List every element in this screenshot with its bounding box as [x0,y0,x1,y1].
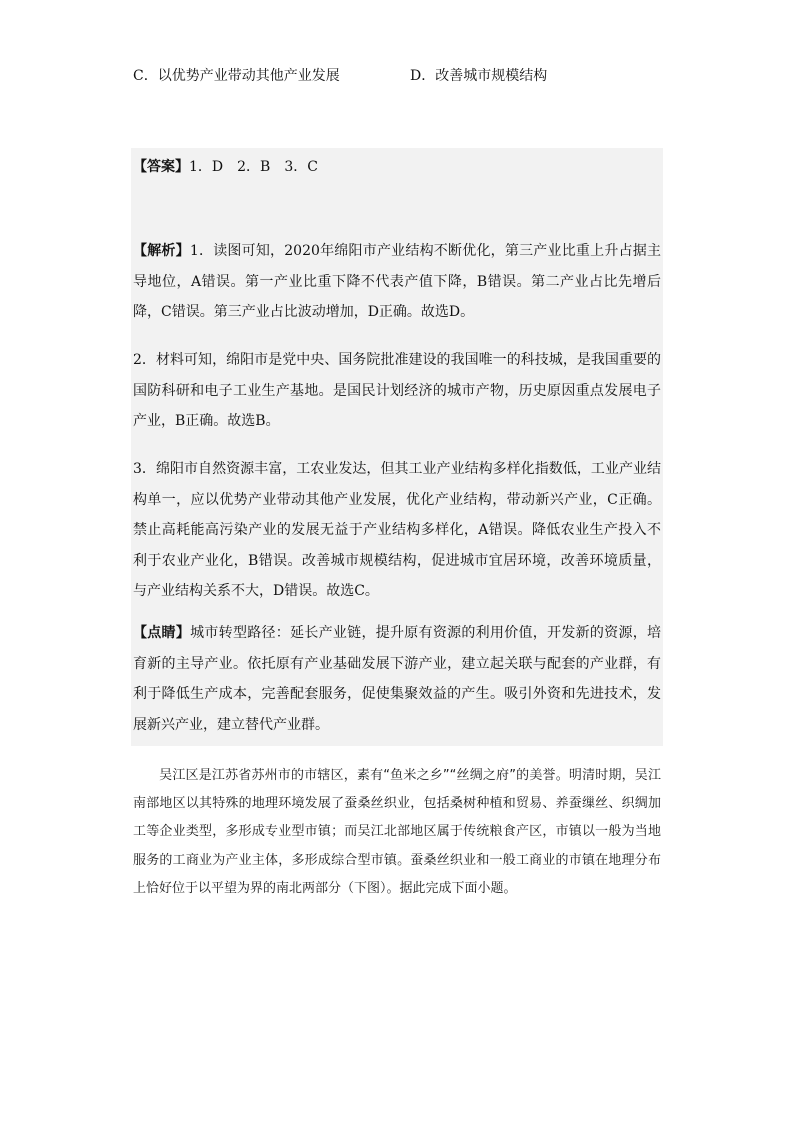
answer-tag: 【答案】 [133,159,189,175]
question-text: 吴江区是江苏省苏州市的市辖区，素有“鱼米之乡”“丝绸之府”的美誉。明清时期，吴江南部地区以其特殊的地理环境发展了蚕桑丝织业，包括桑树种植和贸易、养蚕缫丝、织绸加工等企业类型，多形成专业型市镇；而吴江北部地区属于传统粮食产区，市镇以一般为当地服务的工商业为产业主体，多形成综合型市镇。蚕桑丝织业和一般工商业的市镇在地理分布上恰好位于以平望为界的南北两部分（下图）。据此完成下面小题。 [133,768,661,896]
comment-text: 城市转型路径：延长产业链，提升原有资源的利用价值，开发新的资源，培育新的主导产业。依托原有产业基础发展下游产业，建立起关联与配套的产业群，有利于降低生产成本，完善配套服务，促使集聚效益的产生。吸引外资和先进技术，发展新兴产业，建立替代产业群。 [133,625,662,733]
answer-text: 1．D 2．B 3．C [189,159,318,175]
analysis-tag: 【解析】 [133,243,190,259]
answer-line [133,156,318,178]
analysis-paragraph-2: 2．材料可知，绵阳市是党中央、国务院批准建设的我国唯一的科技城，是我国重要的国防科研和电子工业生产基地。是国民计划经济的城市产物，历史原因重点发展电子产业，B正确。故选B。 [133,352,661,429]
answer-explanation-block [131,148,663,746]
analysis-paragraph-1 [133,236,661,328]
comment-paragraph [133,618,661,740]
analysis-paragraph-3: 3．绵阳市自然资源丰富，工农业发达，但其工业产业结构多样化指数低，工业产业结构单一，应以优势产业带动其他产业发展，优化产业结构，带动新兴产业，C正确。禁止高耗能高污染产业的发展无益于产业结构多样化，A错误。降低农业生产投入不利于农业产业化，B错误。改善城市规模结构，促进城市宜居环境，改善环境质量，与产业结构关系不大，D错误。故选C。 [133,461,661,599]
answer-options-row [133,64,693,88]
analysis-text-1: 1．读图可知，2020年绵阳市产业结构不断优化，第三产业比重上升占据主导地位，A错误。第一产业比重下降不代表产值下降，B错误。第二产业占比先增后降，C错误。第三产业占比波动增加，D正确。故选D。 [133,243,661,320]
comment-tag: 【点睛】 [133,625,191,641]
question-stem [133,762,661,903]
option-c: C．以优势产业带动其他产业发展 [133,68,340,84]
option-d: D．改善城市规模结构 [410,68,548,84]
